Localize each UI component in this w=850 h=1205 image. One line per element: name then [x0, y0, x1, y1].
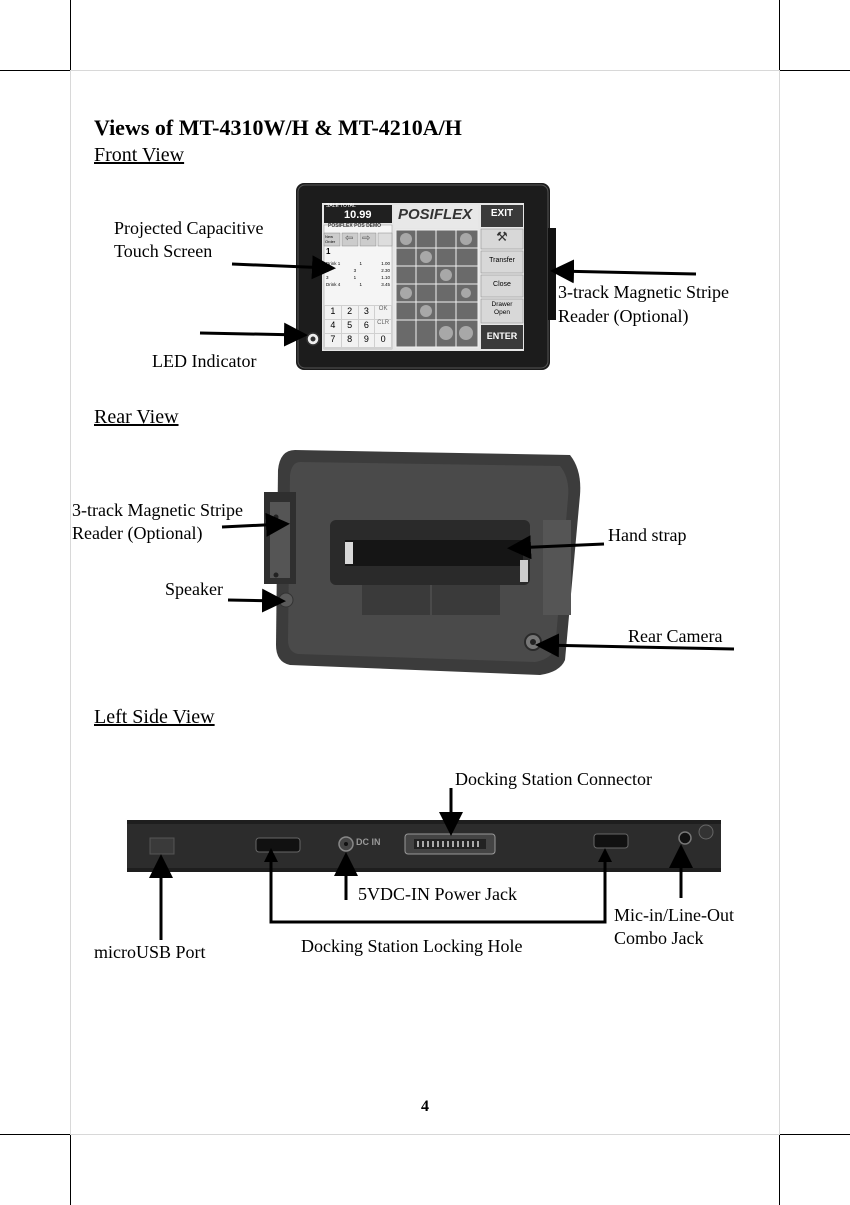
keypad-key[interactable]: 2	[342, 306, 358, 319]
keypad-key[interactable]: 0	[375, 334, 391, 347]
front-view-heading: Front View	[94, 144, 185, 166]
sale-total-label: SALE TOTAL	[326, 203, 356, 209]
page-title: Views of MT-4310W/H & MT-4210A/H	[94, 115, 462, 140]
touch-screen-label-line1: Projected Capacitive	[114, 218, 264, 238]
line-name: 3	[326, 275, 329, 280]
sale-total-value: 10.99	[344, 209, 372, 221]
drawer-open-button[interactable]: Drawer Open	[491, 301, 513, 316]
keypad-key[interactable]: 4	[325, 320, 341, 333]
keypad-key[interactable]: 1	[325, 306, 341, 319]
arrow-hand-strap	[513, 544, 604, 548]
page-number: 4	[421, 1098, 429, 1115]
arrow-rear-camera	[541, 645, 734, 649]
line-amount: 1.00	[381, 261, 390, 266]
line-name: 2	[326, 268, 329, 273]
touch-screen-label-line2: Touch Screen	[114, 241, 213, 261]
arrow-led	[200, 333, 302, 335]
speaker-label: Speaker	[165, 579, 223, 599]
arrow-speaker	[228, 600, 280, 601]
mic-jack-label-line2: Combo Jack	[614, 928, 704, 948]
line-qty: 3	[353, 268, 357, 273]
line-amount: 1.10	[381, 275, 390, 280]
rear-msr-label-line2: Reader (Optional)	[72, 523, 203, 543]
keypad-key[interactable]: 5	[342, 320, 358, 333]
line-name: Drink 1	[326, 261, 341, 266]
pos-demo-label: POSIFLEX POS DEMO	[328, 223, 382, 229]
rear-msr-label-line1: 3-track Magnetic Stripe	[72, 500, 243, 520]
bracket-locking-hole	[271, 858, 605, 922]
arrow-front-msr	[556, 271, 696, 274]
keypad-key[interactable]: CLR	[375, 320, 391, 333]
arrow-rear-msr	[222, 524, 284, 527]
arrow-touch-screen	[232, 264, 330, 268]
tools-icon: ⚒	[496, 229, 508, 244]
new-order-button[interactable]: New Order	[325, 234, 336, 244]
keypad-key[interactable]: 3	[359, 306, 375, 319]
line-amount: 2.30	[381, 268, 390, 273]
hand-strap-label: Hand strap	[608, 525, 687, 545]
rear-view-heading: Rear View	[94, 406, 179, 428]
led-indicator-label: LED Indicator	[152, 351, 257, 371]
keypad-key[interactable]: 7	[325, 334, 341, 347]
posiflex-logo: POSIFLEX	[398, 206, 473, 223]
rear-camera-label: Rear Camera	[628, 626, 723, 646]
front-msr-label-line1: 3-track Magnetic Stripe	[558, 282, 729, 302]
exit-button[interactable]: EXIT	[490, 208, 514, 219]
arrow-right-icon[interactable]: ⇨	[362, 233, 371, 244]
line-qty: 1	[359, 261, 362, 266]
locking-hole-label: Docking Station Locking Hole	[301, 936, 523, 956]
keypad-key[interactable]: 6	[359, 320, 375, 333]
keypad-key[interactable]: 9	[359, 334, 375, 347]
dc-in-mark: DC IN	[356, 837, 381, 847]
microusb-label: microUSB Port	[94, 942, 206, 962]
docking-connector-label: Docking Station Connector	[455, 769, 652, 789]
line-qty: 1	[353, 275, 357, 280]
arrow-left-icon[interactable]: ⇦	[345, 233, 354, 244]
line-name: Drink 4	[326, 282, 341, 287]
power-jack-label: 5VDC-IN Power Jack	[358, 884, 517, 904]
keypad-key[interactable]: OK	[375, 306, 391, 319]
close-button[interactable]: Close	[493, 281, 511, 288]
mic-jack-label-line1: Mic-in/Line-Out	[614, 905, 734, 925]
line-qty: 1	[359, 282, 362, 287]
transfer-button[interactable]: Transfer	[489, 257, 515, 264]
line-amount: 3.45	[381, 282, 390, 287]
enter-button[interactable]: ENTER	[486, 331, 518, 341]
order-qty: 1	[326, 247, 331, 256]
left-side-view-heading: Left Side View	[94, 706, 215, 728]
front-msr-label-line2: Reader (Optional)	[558, 306, 689, 326]
keypad-key[interactable]: 8	[342, 334, 358, 347]
